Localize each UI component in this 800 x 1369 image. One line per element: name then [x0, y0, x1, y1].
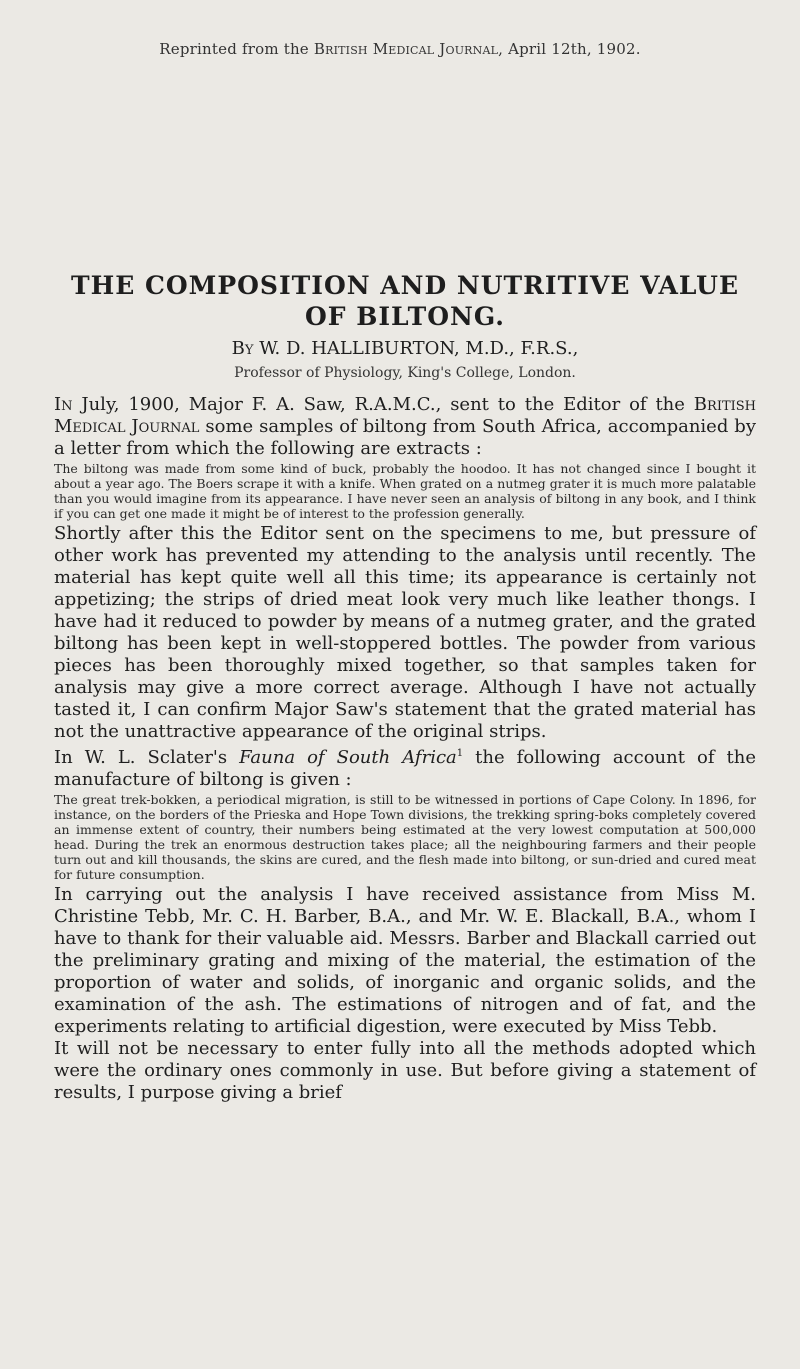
quote-saw-letter: The biltong was made from some kind of buck, probably the hoodoo. It has not changed since I bought it about a year ago. The Boers scrape it with a knife. When grated on a nutmeg grater it is much more palatable than you would imagine from its appearance. I have never seen an analysis of biltong in any book, and I think if you can get one made it might be of interest to the profession generally. [54, 461, 756, 521]
author-name: W. D. HALLIBURTON, M.D., F.R.S., [253, 338, 579, 359]
reprint-prefix: Reprinted from the [159, 40, 314, 58]
reprint-date: , April 12th, 1902. [498, 40, 641, 58]
paragraph-3 [54, 743, 756, 791]
paragraph-2: Shortly after this the Editor sent on the specimens to me, but pressure of other work has prevented my attending to the analysis until recently. The material has kept quite well all this time; its appearance is certainly not appetizing; the strips of dried meat look very much like leather thongs. I have had it reduced to powder by means of a nutmeg grater, and the grated biltong has been kept in well-stoppered bottles. The powder from various pieces has been thoroughly mixed together, so that samples taken for analysis may give a more correct average. Although I have not actually tasted it, I can confirm Major Saw's statement that the grated material has not the unattractive appearance of the original strips. [54, 523, 756, 742]
paragraph-1 [54, 394, 756, 460]
author-affiliation: Professor of Physiology, King's College, London. [234, 365, 576, 381]
article [54, 270, 756, 1104]
quote-sclater: The great trek-bokken, a periodical migration, is still to be witnessed in portions of Cape Colony. In 1896, for instance, on the borders of the Prieska and Hope Town divisions, the trekking spring-boks completely covered an immense extent of country, their numbers being estimated at the very lowest computation at 500,000 head. During the trek an enormous destruction takes place; all the neighbouring farmers and their people turn out and kill thousands, the skins are cured, and the flesh made into biltong, or sun-dried and cured meat for future consumption. [54, 792, 756, 882]
article-title [54, 270, 756, 332]
title-line-1: THE COMPOSITION AND NUTRITIVE VALUE [70, 271, 740, 300]
reprint-notice [0, 40, 800, 58]
paragraph-3-text-a: In W. L. Sclater's [54, 747, 240, 768]
paragraph-5: It will not be necessary to enter fully into all the methods adopted which were the ordinary ones commonly in use. But before giving a statement of results, I purpose giving a brief [54, 1038, 756, 1103]
paragraph-3-text-b: the following account of the manufacture of biltong is given : [54, 747, 757, 790]
byline [54, 338, 756, 360]
paragraph-1-text-b: some samples of biltong from South Africa, accompanied by a letter from which the following are extracts : [54, 416, 757, 459]
paragraph-1-journal: British Medical Journal [54, 394, 756, 437]
title-line-2: OF BILTONG. [305, 302, 505, 331]
paragraph-1-lead: In [54, 394, 73, 415]
journal-name: British Medical Journal [313, 40, 499, 58]
paragraph-4: In carrying out the analysis I have received assistance from Miss M. Christine Tebb, Mr. C. H. Barber, B.A., and Mr. W. E. Blackall, B.A., whom I have to thank for their valuable aid. Messrs. Barber and Blackall carried out the preliminary grating and mixing of the material, the estimation of the proportion of water and solids, of inorganic and organic solids, and the examination of the ash. The estimations of nitrogen and of fat, and the experiments relating to artificial digestion, were executed by Miss Tebb. [54, 884, 756, 1037]
paragraph-1-text-a: July, 1900, Major F. A. Saw, R.A.M.C., sent to the Editor of the [72, 394, 694, 415]
byline-by: By [231, 338, 254, 359]
footnote-ref: 1 [456, 748, 464, 759]
book-title: Fauna of South Africa [239, 747, 457, 768]
